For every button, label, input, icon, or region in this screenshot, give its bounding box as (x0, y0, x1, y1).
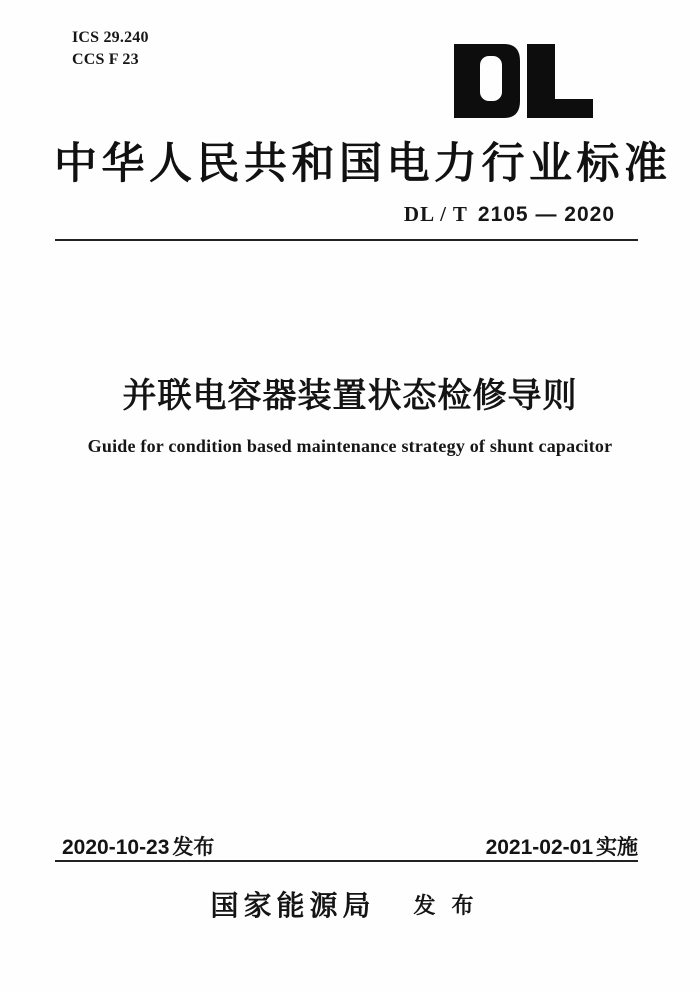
implement-date: 2021-02-01 (485, 836, 593, 859)
footer-dates (62, 831, 638, 861)
issue-label: 发布 (172, 836, 215, 859)
footer-divider-line (55, 860, 638, 862)
classification-codes (72, 27, 149, 71)
standard-code-number: 2105 — 2020 (477, 203, 615, 226)
publisher-row (0, 884, 700, 924)
issue-date: 2020-10-23 (62, 836, 170, 859)
document-title-zh: 并联电容器装置状态检修导则 (122, 377, 578, 415)
ccs-code: CCS F 23 (72, 51, 139, 68)
implement-date-block (486, 831, 638, 861)
document-title-en: Guide for condition based maintenance strategy of shunt capacitor (87, 436, 613, 456)
header-divider-line (55, 239, 638, 241)
dl-logo (454, 44, 593, 118)
publisher-action: 发布 (413, 892, 490, 918)
publisher-name: 国家能源局 (210, 891, 376, 922)
standard-code-prefix: DL / T (403, 202, 468, 226)
standard-category-title: 中华人民共和国电力行业标准 (54, 141, 672, 188)
dl-logo-icon (454, 44, 593, 118)
implement-label: 实施 (596, 836, 638, 859)
standard-number (404, 202, 615, 227)
dl-logo-text (454, 118, 455, 119)
issue-date-block (62, 831, 214, 861)
ics-code: ICS 29.240 (72, 29, 149, 46)
